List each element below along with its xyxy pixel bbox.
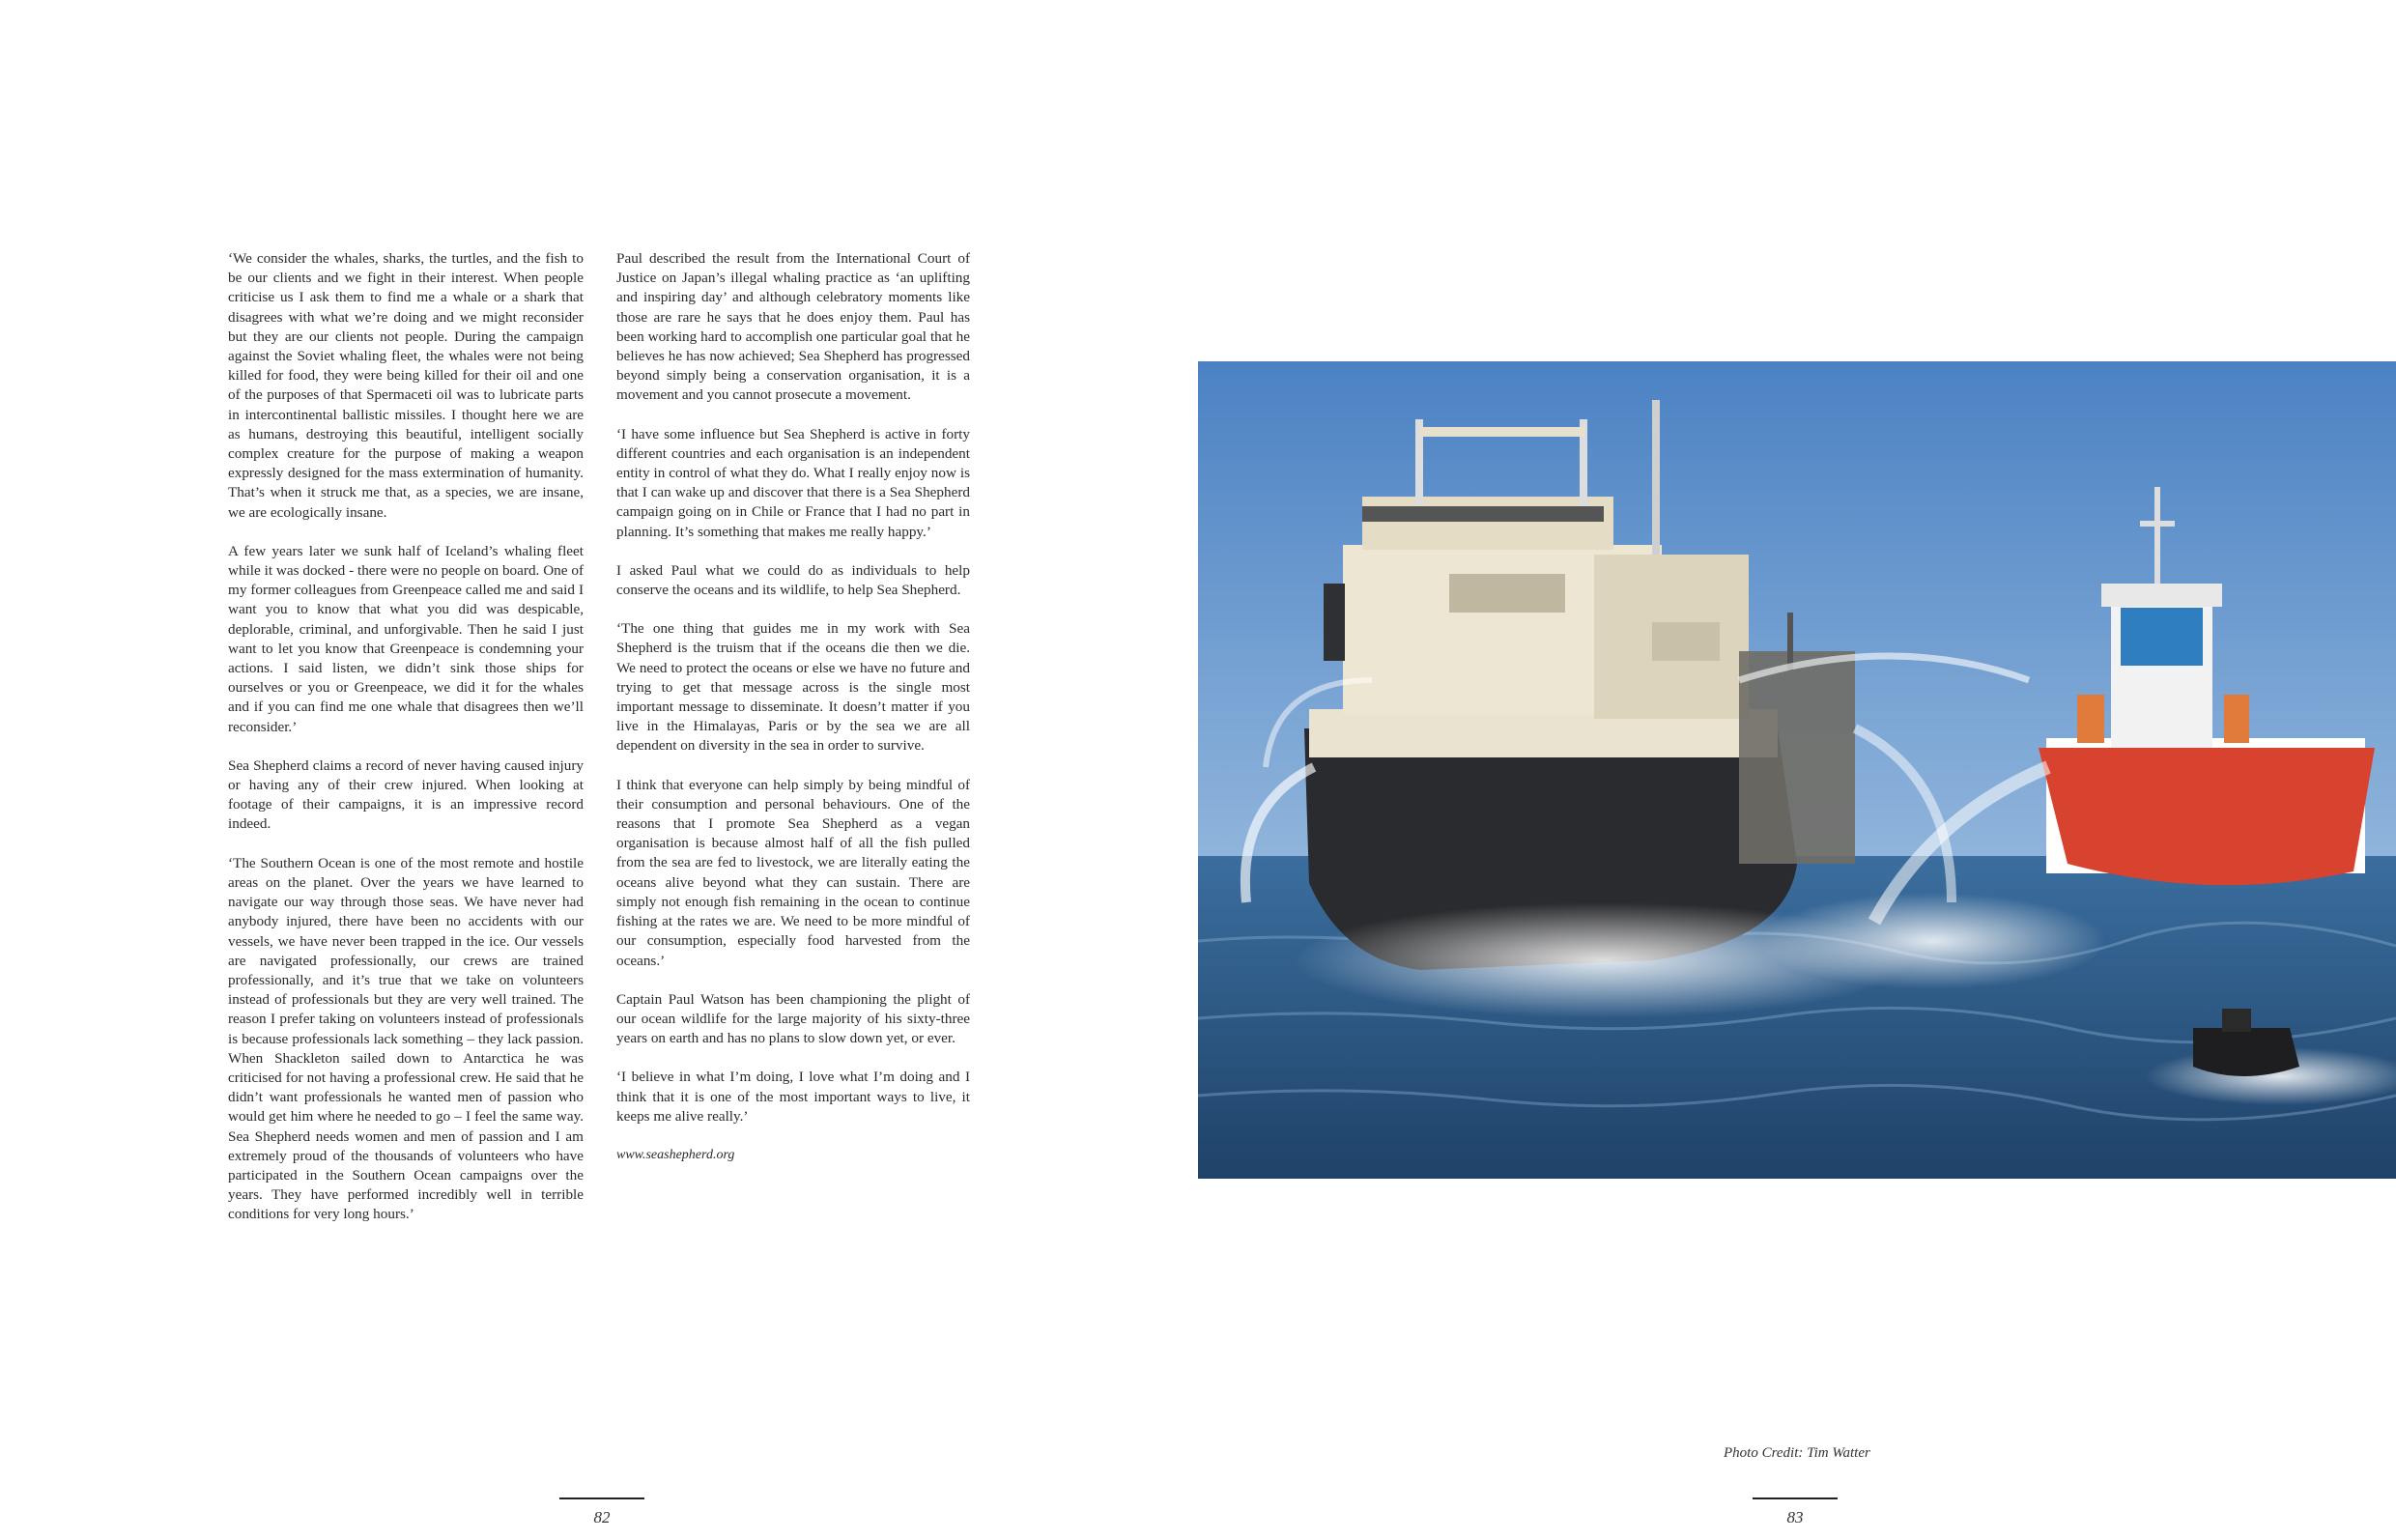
right-page (1198, 0, 2396, 1540)
page-number-rule (559, 1497, 644, 1499)
article-column-2 (616, 249, 970, 1184)
paragraph: ‘I have some influence but Sea Shepherd is active in forty different countries and each organisation is an independent entity in control of what they do. What I really enjoy now is that I can wake up and discover that there is a Sea Shepherd campaign going on in Chile or France that I had no part in planning. It’s something that makes me really happy.’ (616, 425, 970, 540)
paragraph: ‘We consider the whales, sharks, the turtles, and the fish to be our clients and we fight in their interest. When people criticise us I ask them to find me a whale or a shark that disagrees with what we’re doing and we might reconsider but they are our clients not people. During the campaign against the Soviet whaling fleet, the whales were not being killed for food, they were being killed for their oil and one of the purposes of that Spermaceti oil was to lubricate parts in intercontinental ballistic missiles. I thought here we are as humans, destroying this beautiful, intelligent socially complex creature for the purpose of making a weapon expressly designed for the mass extermination of humanity. That’s when it struck me that, as a species, we are insane, we are ecologically insane. (228, 250, 584, 521)
paragraph: I asked Paul what we could do as individuals to help conserve the oceans and its wildlife, to help Sea Shepherd. (616, 561, 970, 599)
paragraph: Paul described the result from the International Court of Justice on Japan’s illegal whaling practice as ‘an uplifting and inspiring day’ and although celebratory moments like those are rare he says that he does enjoy them. Paul has been working hard to accomplish one particular goal that he believes he has now achieved; Sea Shepherd has progressed beyond simply being a conservation organisation, it is a movement and you cannot prosecute a movement. (616, 250, 970, 404)
photo-credit: Photo Credit: Tim Watter (1724, 1445, 1870, 1461)
paragraph: ‘I believe in what I’m doing, I love what I’m doing and I think that it is one of the most important ways to live, it keeps me alive really.’ (616, 1069, 970, 1125)
page-number: 83 (1786, 1508, 1804, 1526)
website-link[interactable]: www.seashepherd.org (616, 1147, 735, 1162)
paragraph: I think that everyone can help simply by being mindful of their consumption and personal behaviours. One of the reasons that I promote Sea Shepherd as a vegan organisation is because almost half of all the fish pulled from the sea are fed to livestock, we are literally eating the oceans alive beyond what they can sustain. There are simply not enough fish remaining in the ocean to continue fishing at the rates we are. We need to be more mindful of our consumption, especially food harvested from the oceans.’ (616, 776, 970, 969)
paragraph: Captain Paul Watson has been championing the plight of our ocean wildlife for the large majority of his sixty-three years on earth and has no plans to slow down yet, or ever. (616, 990, 970, 1047)
paragraph: A few years later we sunk half of Iceland’s whaling fleet while it was docked - there were no people on board. One of my former colleagues from Greenpeace called me and said I want you to know that what you did was despicable, deplorable, criminal, and unforgivable. Then he said I just want to let you know that Greenpeace is condemning your actions. I said listen, we didn’t sink those ships for ourselves or you or Greenpeace, we did it for the whales and if you can find me one whale that disagrees then we’ll reconsider.’ (228, 542, 584, 735)
page-number: 82 (593, 1508, 611, 1526)
paragraph: ‘The one thing that guides me in my work with Sea Shepherd is the truism that if the oceans die then we die. We need to protect the oceans or else we have no future and trying to get that message across is the single most important message to disseminate. It doesn’t matter if you live in the Himalayas, Paris or by the sea we are all dependent on diversity in the sea in order to survive. (616, 620, 970, 755)
paragraph: ‘The Southern Ocean is one of the most remote and hostile areas on the planet. Over the years we have learned to navigate our way through those seas. We have never had anybody injured, there have been no accidents with our vessels, we have never been trapped in the ice. Our vessels are navigated professionally, our crews are trained professionally, and it’s true that we take on volunteers instead of professionals but they are very well trained. The reason I prefer taking on volunteers instead of professionals is because professionals lack something – they lack passion. When Shackleton sailed down to Antarctica he was criticised for not having a professional crew. He said that he didn’t want professionals he wanted men of passion who would get him where he needed to go – I feel the same way. Sea Shepherd needs women and men of passion and I am extremely proud of the thousands of volunteers who have participated in the Southern Ocean campaigns over the years. They have performed incredibly well in terrible conditions for very long hours.’ (228, 854, 584, 1223)
article-column-1 (228, 249, 584, 1244)
paragraph: Sea Shepherd claims a record of never having caused injury or having any of their crew injured. When looking at footage of their campaigns, it is an impressive record indeed. (228, 756, 584, 833)
page-number-rule (1753, 1497, 1838, 1499)
